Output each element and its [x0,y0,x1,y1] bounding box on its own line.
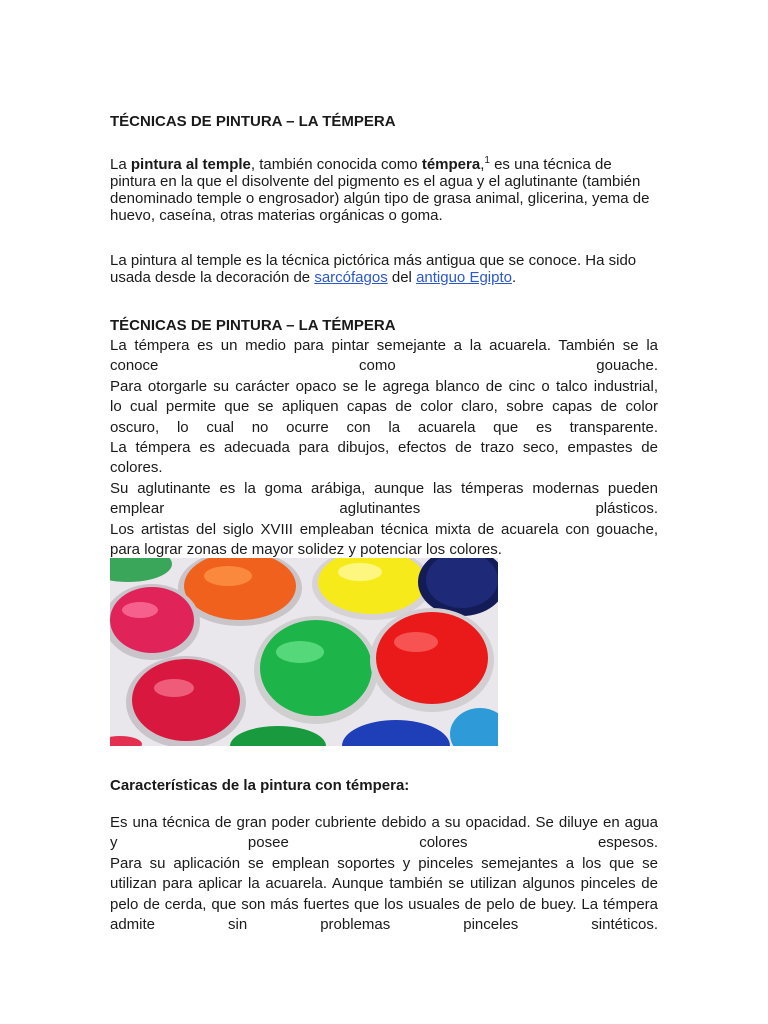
characteristics-paragraph [110,813,658,935]
paint-jars-illustration [110,558,498,746]
text-line: Su aglutinante es la goma arábiga, aunque las témperas modernas pueden [110,479,658,497]
text-line: oscuro, lo cual no ocurre con la acuarela que es transparente. [110,418,658,436]
history-paragraph [110,252,658,286]
text-line: colores. [110,459,163,477]
text-line: conoce como gouache. [110,357,658,375]
history-text-3: . [511,269,517,286]
text-line: emplear aglutinantes plásticos. [110,500,658,518]
text-line: y posee colores espesos. [110,834,658,852]
text-line: La témpera es un medio para pintar semejante a la acuarela. También se la [110,337,658,354]
text-line: Los artistas del siglo XVIII empleaban técnica mixta de acuarela con gouache, [110,520,658,538]
text-line: La témpera es adecuada para dibujos, efectos de trazo seco, empastes de [110,439,658,457]
footnote-ref[interactable]: 1 [484,155,490,166]
characteristics-heading: Características de la pintura con témpera: [110,777,410,794]
page-title: TÉCNICAS DE PINTURA – LA TÉMPERA [110,113,396,130]
text-line: Para su aplicación se emplean soportes y pinceles semejantes a los que se [110,854,658,872]
text-line: Es una técnica de gran poder cubriente debido a su opacidad. Se diluye en agua [110,814,658,831]
text-line: para lograr zonas de mayor solidez y potenciar los colores. [110,541,502,559]
text-line: lo cual permite que se apliquen capas de color claro, sobre capas de color [110,398,658,416]
intro-text-1: La [110,156,131,173]
intro-term-temple: pintura al temple [130,156,251,173]
intro-text-3: es una técnica de pintura en la que el disolvente del pigmento es el agua y el aglutinante (también denominado temple o engrosador) algún tipo de grasa animal, glicerina, yema de huevo, caseína, otras materias orgánicas o goma. [110,156,650,224]
text-line: utilizan para aplicar la acuarela. Aunque también se utilizan algunos pinceles de [110,875,658,893]
intro-term-tempera: témpera [421,156,481,173]
intro-paragraph: La pintura al temple, también conocida como témpera,$^1$ es una técnica de pintura en la que el disolvente del pigmento es el agua y el aglutinante (también denominado temple o engrosador) algún tipo de grasa animal, glicerina, yema de huevo, caseína, otras materias orgánicas o goma. [110,155,650,224]
history-text-1: La pintura al temple es la técnica pictórica más antigua que se conoce. Ha sido usada desde la decoración de [110,252,637,286]
text-line: pelo de cerda, que son más fuertes que los usuales de pelo de buey. La témpera [110,895,658,913]
link-sarcofagos[interactable]: sarcófagos [314,269,388,286]
text-line: admite sin problemas pinceles sintéticos. [110,916,658,934]
text-line: Para otorgarle su carácter opaco se le agrega blanco de cinc o talco industrial, [110,377,658,395]
paint-jars-photo [110,558,498,746]
intro-text-2: , también conocida como [250,156,422,173]
section-heading: TÉCNICAS DE PINTURA – LA TÉMPERA [110,317,396,334]
tempera-description [110,336,658,560]
history-text-2: del [387,269,417,286]
link-antiguo-egipto[interactable]: antiguo Egipto [416,269,512,286]
